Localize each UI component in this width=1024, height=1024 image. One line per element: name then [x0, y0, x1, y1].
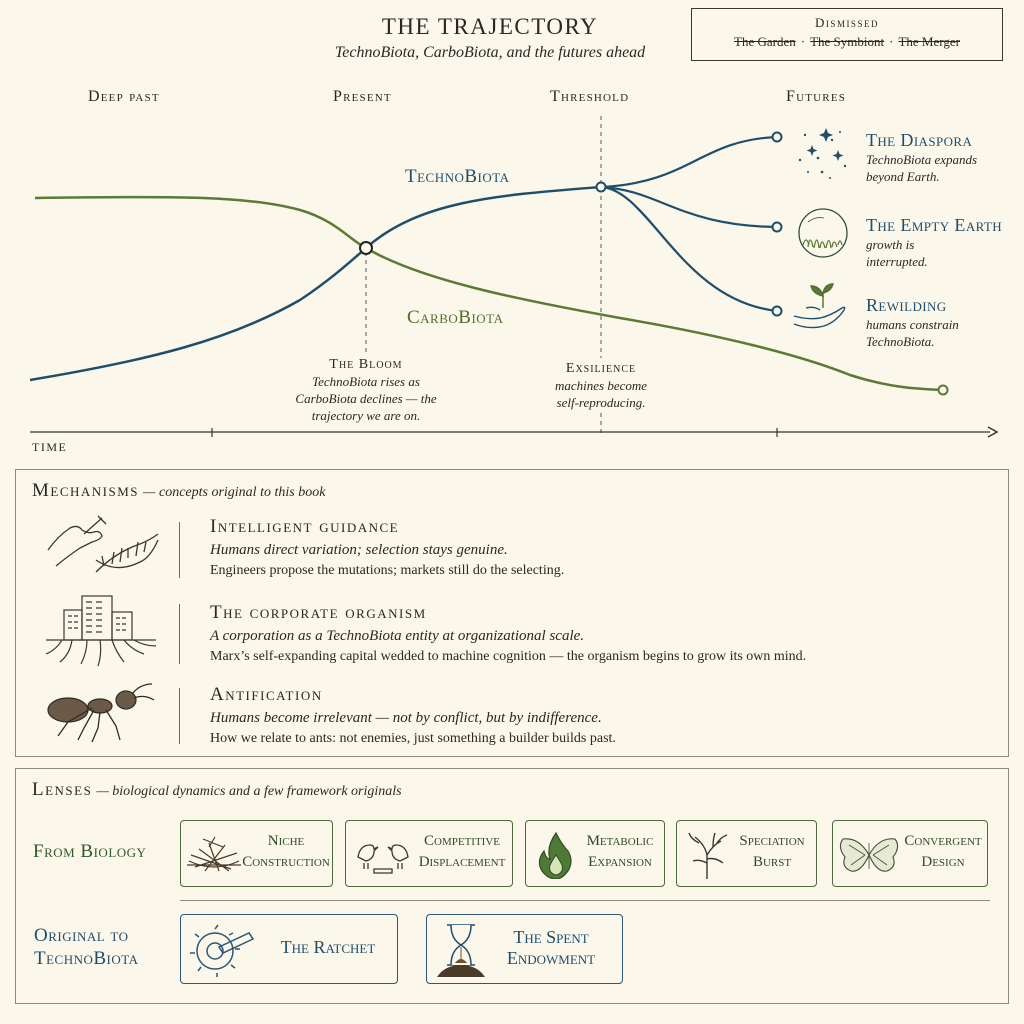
lens-competitive-displacement	[345, 820, 513, 887]
mechanism-tagline: A corporation as a TechnoBiota entity at organizational scale.	[210, 628, 585, 644]
mechanism-item	[210, 684, 990, 747]
lens-separator	[180, 900, 990, 901]
future-desc: interrupted.	[866, 254, 928, 269]
mechanism-item	[210, 516, 990, 579]
future-desc: growth is	[866, 237, 915, 252]
hourglass-icon	[433, 921, 489, 979]
future-diaspora	[866, 130, 977, 185]
exsilience-title: Exsilience	[565, 361, 637, 376]
era-deep-past: Deep past	[88, 88, 160, 105]
lens-label	[491, 927, 611, 969]
future-desc: humans constrain	[866, 317, 959, 332]
mech-divider	[179, 604, 180, 664]
empty-earth-node	[773, 223, 782, 232]
diaspora-node	[773, 133, 782, 142]
birds-icon	[352, 833, 414, 877]
mechanisms-title: Mechanisms	[32, 480, 140, 501]
mechanism-item	[210, 602, 1000, 665]
exsilience-annotation	[521, 360, 681, 411]
branch-icon	[685, 829, 731, 881]
mech-divider	[179, 522, 180, 578]
original-label-line: Original to	[34, 925, 129, 946]
era-futures: Futures	[786, 88, 847, 105]
mechanism-desc: How we relate to ants: not enemies, just something a builder builds past.	[210, 731, 616, 746]
lenses-title: Lenses	[32, 779, 93, 800]
from-biology-label: From Biology	[33, 841, 147, 862]
lens-label	[263, 937, 393, 958]
lens-the-ratchet	[180, 914, 398, 984]
time-axis-label: TIME	[32, 440, 68, 454]
lens-label-line: Metabolic	[586, 833, 654, 849]
era-present: Present	[333, 88, 392, 105]
bloom-annotation	[276, 356, 456, 424]
lens-label-line: Construction	[242, 854, 330, 870]
dismissed-label: Dismissed	[815, 15, 879, 30]
future-title: The Empty Earth	[866, 215, 1003, 235]
lens-label	[241, 831, 331, 873]
lens-convergent-design	[832, 820, 988, 887]
lens-speciation-burst	[676, 820, 817, 887]
future-title: The Diaspora	[866, 130, 973, 150]
lenses-header	[32, 779, 402, 801]
original-label-line: TechnoBiota	[34, 948, 139, 969]
branch-diaspora	[601, 137, 777, 187]
technobiota-label: TechnoBiota	[405, 166, 510, 187]
butterfly-icon	[837, 833, 901, 877]
lens-label-line: Niche	[267, 833, 305, 849]
lens-label	[412, 831, 512, 873]
carbobiota-end-node	[939, 386, 948, 395]
flame-icon	[536, 831, 576, 879]
lens-label-line: Competitive	[424, 833, 500, 849]
lens-the-spent-endowment	[426, 914, 623, 984]
mechanism-desc: Marx’s self-expanding capital wedded to machine cognition — the organism begins to grow its own mind.	[210, 649, 807, 664]
dismissed-items: The Garden · The Symbiont · The Merger	[734, 34, 960, 49]
lens-label-line: Displacement	[418, 854, 506, 870]
building-roots-icon	[42, 592, 160, 668]
lenses-subtitle: — biological dynamics and a few framework originals	[96, 784, 402, 799]
lens-label-line: Speciation	[739, 833, 805, 849]
future-desc: TechnoBiota.	[866, 334, 935, 349]
future-rewilding	[866, 295, 959, 350]
bloom-node	[360, 242, 372, 254]
nest-icon	[185, 835, 243, 875]
lens-label-line: Convergent	[904, 833, 982, 849]
lens-label-line: Expansion	[588, 854, 652, 870]
hand-sprout-icon	[794, 284, 845, 328]
bloom-text-line: TechnoBiota rises as	[312, 374, 420, 389]
dismissed-item: The Merger	[898, 34, 960, 49]
bloom-text-line: trajectory we are on.	[311, 408, 421, 423]
lens-label	[729, 831, 815, 873]
dismissed-item: The Garden	[734, 34, 796, 49]
lens-metabolic-expansion	[525, 820, 665, 887]
branch-empty-earth	[601, 187, 777, 227]
bloom-text-line: CarboBiota declines — the	[295, 391, 437, 406]
lens-label-line: The Spent	[513, 927, 589, 947]
lens-label-line: Burst	[752, 854, 792, 870]
lens-label	[899, 831, 987, 873]
carbobiota-label: CarboBiota	[407, 307, 504, 328]
page-subtitle: TechnoBiota, CarboBiota, and the futures ahead	[334, 44, 646, 61]
future-empty-earth	[866, 215, 1002, 270]
mechanisms-subtitle: — concepts original to this book	[143, 485, 326, 500]
exsilience-text-line: machines become	[554, 378, 648, 393]
lens-label-line: Endowment	[506, 948, 596, 968]
mechanism-tagline: Humans become irrelevant — not by conflict, but by indifference.	[210, 710, 602, 726]
mechanism-name: The corporate organism	[210, 602, 427, 623]
mechanisms-header	[32, 480, 325, 502]
mechanism-tagline: Humans direct variation; selection stays genuine.	[210, 542, 508, 558]
lens-label-line: The Ratchet	[280, 937, 376, 957]
threshold-node	[597, 183, 606, 192]
mechanism-desc: Engineers propose the mutations; markets still do the selecting.	[210, 563, 565, 578]
lens-label-line: Design	[921, 854, 965, 870]
ratchet-icon	[189, 923, 257, 977]
ant-icon	[42, 680, 160, 744]
future-title: Rewilding	[866, 295, 947, 315]
original-label	[34, 924, 139, 970]
rewilding-node	[773, 307, 782, 316]
lens-label	[576, 831, 664, 873]
mech-divider	[179, 688, 180, 744]
page-title: THE TRAJECTORY	[381, 14, 599, 39]
mechanism-name: Intelligent guidance	[210, 516, 400, 537]
globe-grass-icon	[799, 209, 847, 257]
bloom-title: The Bloom	[329, 357, 403, 372]
exsilience-text-line: self-reproducing.	[556, 395, 646, 410]
hand-dna-icon	[40, 512, 165, 582]
dismissed-item: The Symbiont	[810, 34, 885, 49]
future-desc: beyond Earth.	[866, 169, 940, 184]
carbobiota-curve	[35, 197, 943, 390]
era-threshold: Threshold	[550, 88, 630, 105]
branch-rewilding	[601, 187, 777, 311]
future-desc: TechnoBiota expands	[866, 152, 978, 167]
stars-icon	[799, 128, 846, 179]
lens-niche-construction	[180, 820, 333, 887]
mechanism-name: Antification	[210, 684, 323, 705]
